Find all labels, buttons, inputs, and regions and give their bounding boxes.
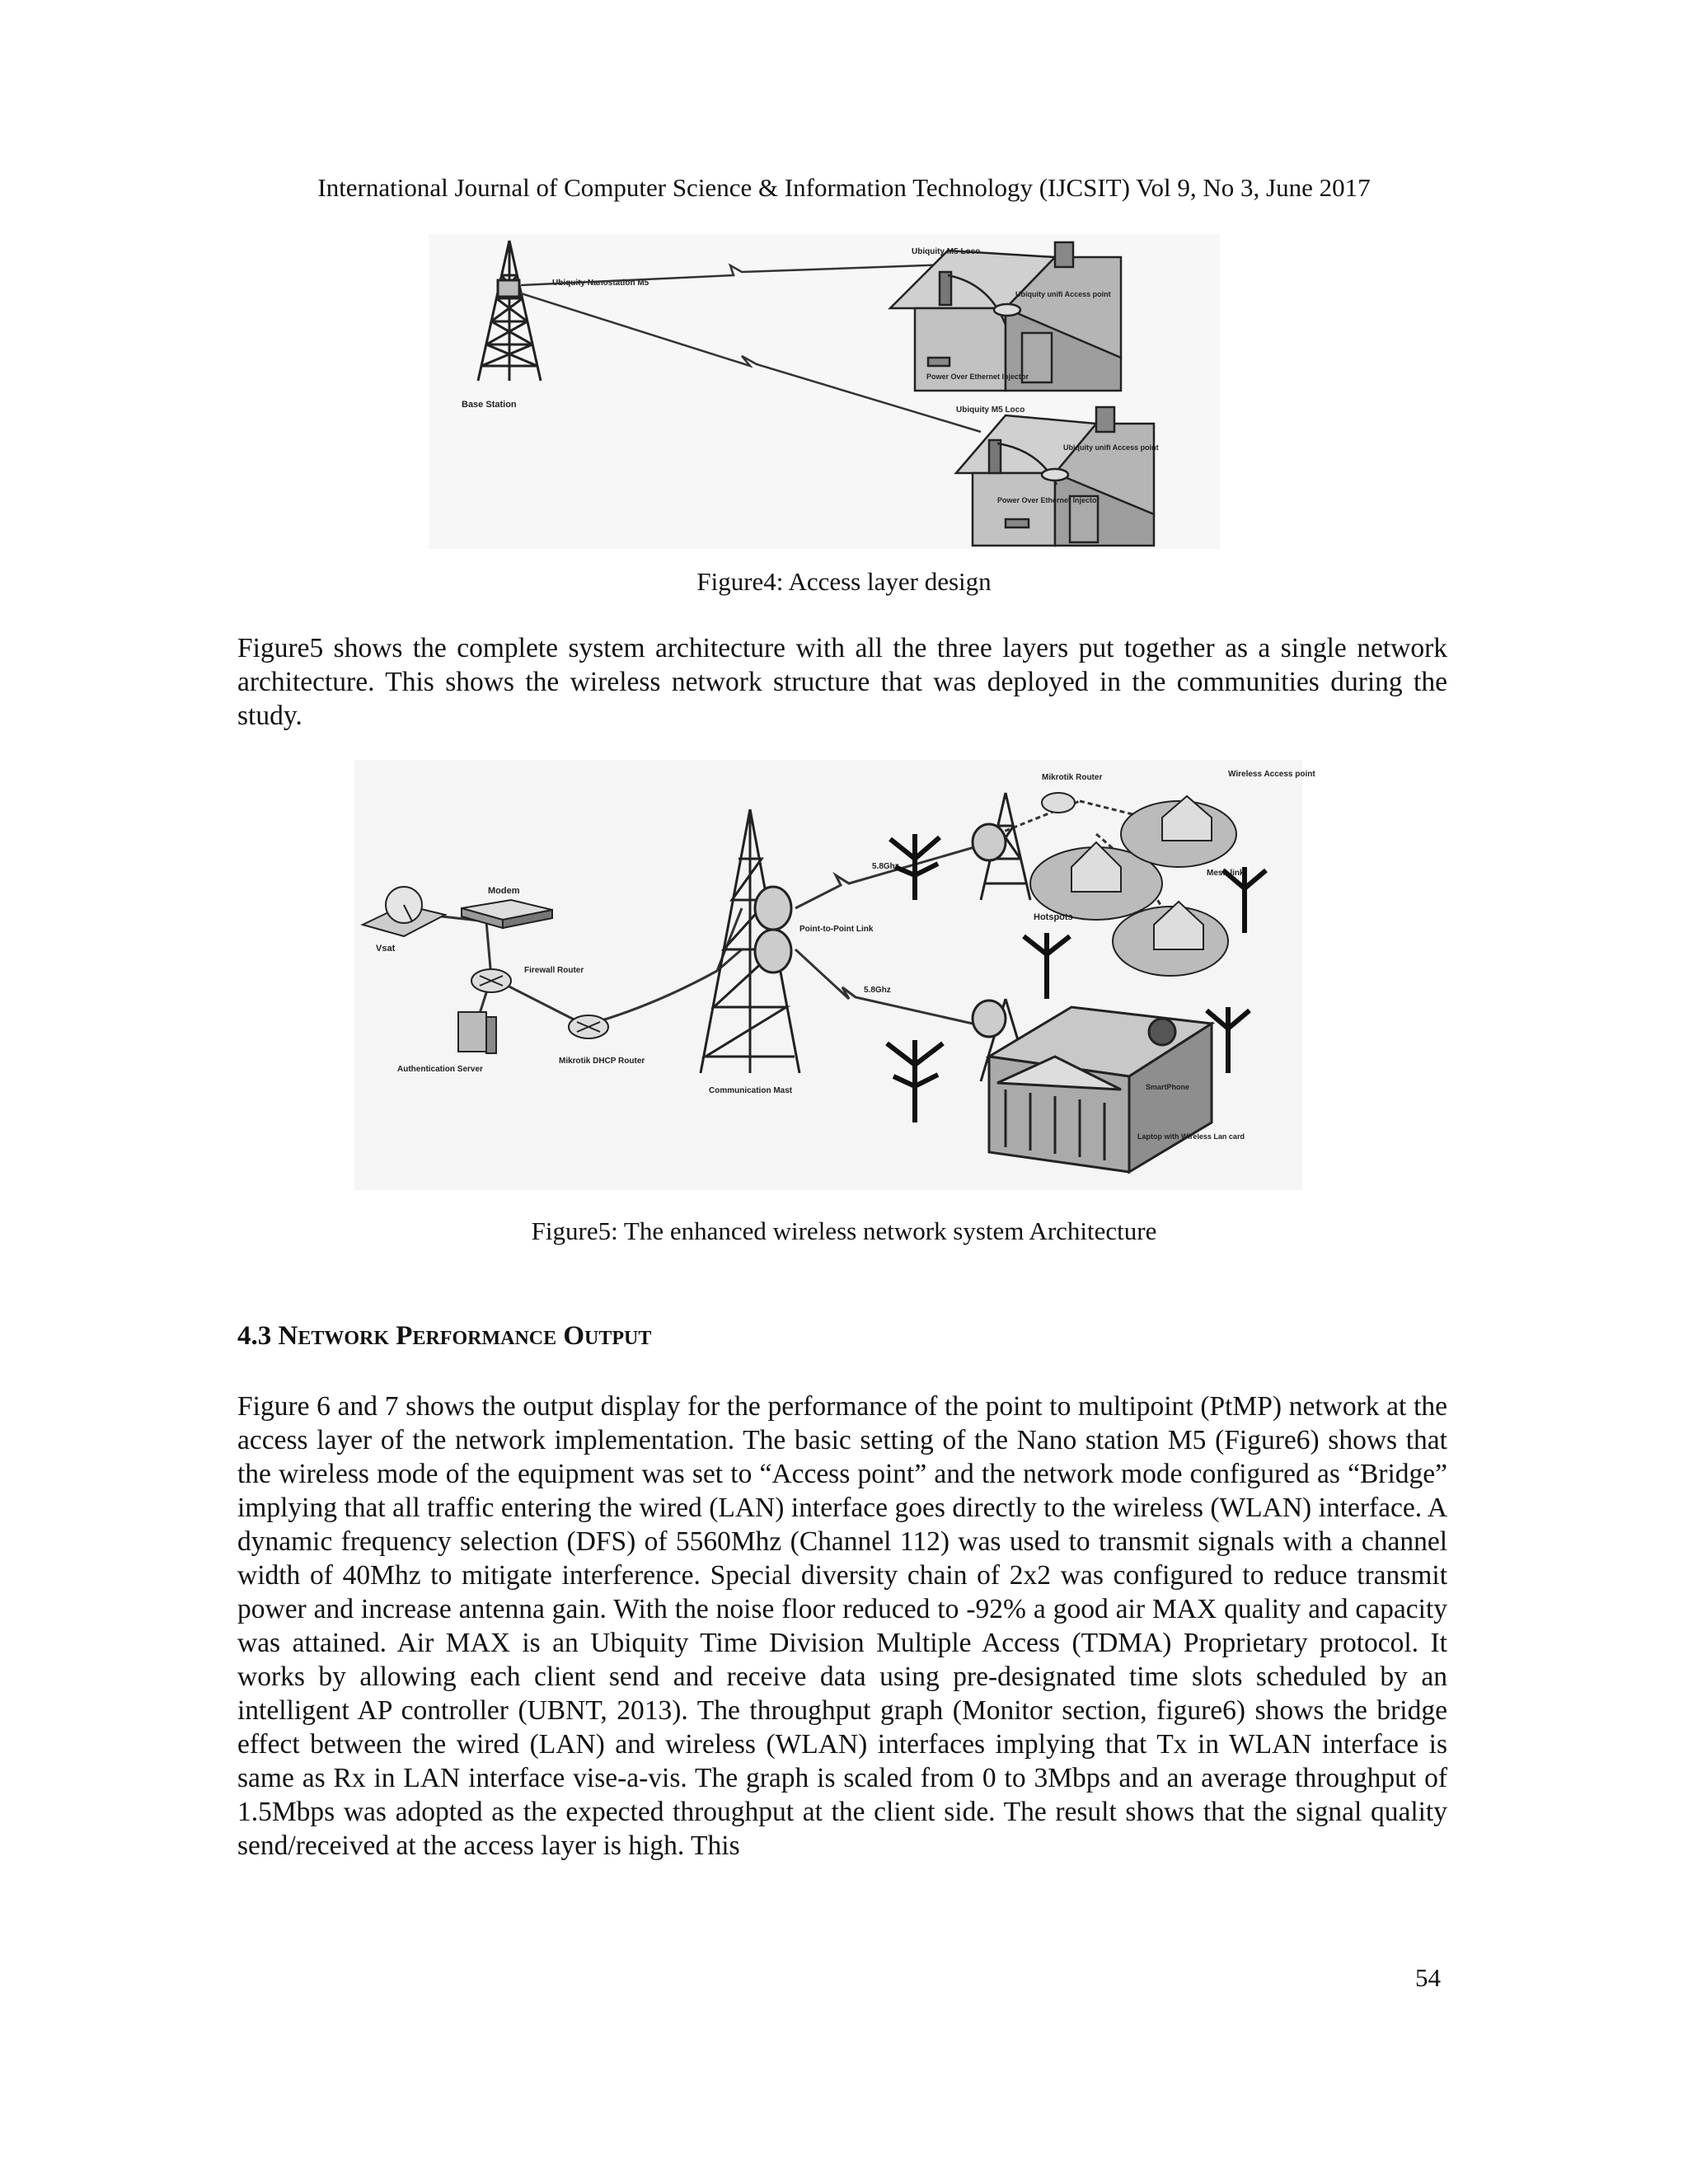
label-unifi-bottom: Ubiquity unifi Access point [1063, 443, 1159, 452]
dhcp-router-icon [569, 1015, 608, 1038]
page-number: 54 [1415, 1963, 1441, 1992]
label-modem: Modem [488, 886, 520, 896]
label-wireless-access-point: Wireless Access point [1228, 770, 1315, 779]
mikrotik-router-icon [1042, 793, 1075, 813]
running-header: International Journal of Computer Science & Information Technology (IJCSIT) Vol 9, No 3, June 2017 [317, 173, 1371, 202]
label-laptop: Laptop with Wireless Lan card [1137, 1132, 1245, 1141]
label-authentication-server: Authentication Server [397, 1065, 483, 1074]
label-poe-bottom: Power Over Ethernet Injector [997, 496, 1100, 504]
label-point-to-point-link: Point-to-Point Link [799, 925, 874, 934]
heading-number: 4.3 [237, 1321, 272, 1351]
heading-word: PERFORMANCE [396, 1321, 557, 1351]
figure4-caption: Figure4: Access layer design [696, 567, 992, 596]
heading-word: OUTPUT [563, 1321, 652, 1351]
label-smartphone: SmartPhone [1146, 1083, 1190, 1091]
label-mesh-link: Mesh link [1207, 869, 1245, 878]
label-dhcp-router: Mikrotik DHCP Router [559, 1057, 645, 1066]
label-poe-top: Power Over Ethernet Injector [926, 373, 1029, 381]
label-communication-mast: Communication Mast [709, 1086, 793, 1095]
figure5-system-architecture-diagram [354, 760, 1315, 1190]
label-unifi-top: Ubiquity unifi Access point [1015, 290, 1111, 298]
label-firewall-router: Firewall Router [524, 966, 584, 975]
label-loco-bottom: Ubiquity M5 Loco [956, 405, 1025, 415]
paragraph-network-performance: Figure 6 and 7 shows the output display for the performance of the point to multipoint (PtMP) network at the access layer of the network implementation. The basic setting of the Nano station M5 (Figure6) shows that the wireless mode of the equipment was set to “Access point” and the network mode configured as “Bridge” implying that all traffic entering the wired (LAN) interface goes directly to the wireless (WLAN) interface. A dynamic frequency selection (DFS) of 5560Mhz (Channel 112) was used to transmit signals with a channel width of 40Mhz to mitigate interference. Special diversity chain of 2x2 was configured to reduce transmit power and increase antenna gain. With the noise floor reduced to -92% a good air MAX quality and capacity was attained. Air MAX is an Ubiquity Time Division Multiple Access (TDMA) Proprietary protocol. It works by allowing each client send and receive data using pre-designated time slots scheduled by an intelligent AP controller (UBNT, 2013). The throughput graph (Monitor section, figure6) shows the bridge effect between the wired (LAN) and wireless (WLAN) interfaces implying that Tx in WLAN interface is same as Rx in LAN interface vise-a-vis. The graph is scaled from 0 to 3Mbps and an average throughput of 1.5Mbps was adopted as the expected throughput at the client side. The result shows that the signal quality send/received at the access layer is high. This [237, 1391, 1447, 1861]
figure5-caption: Figure5: The enhanced wireless network system Architecture [531, 1216, 1157, 1245]
label-loco-top: Ubiquity M5 Loco [912, 247, 981, 256]
label-vsat: Vsat [376, 944, 396, 954]
heading-word: NETWORK [278, 1321, 390, 1351]
label-mikrotik-router: Mikrotik Router [1042, 773, 1103, 782]
label-freq-bottom: 5.8Ghz [864, 986, 891, 995]
section-heading-network-performance-output [237, 1319, 651, 1356]
label-hotspots: Hotspots [1034, 912, 1073, 922]
firewall-router-icon [471, 969, 511, 992]
authentication-server-icon [458, 1012, 496, 1053]
label-base-station: Base Station [462, 400, 517, 410]
figure4-access-layer-diagram [429, 234, 1220, 549]
label-freq-top: 5.8Ghz [872, 862, 899, 871]
paragraph-figure5-intro: Figure5 shows the complete system architecture with all the three layers put together as a single network architecture. This shows the wireless network structure that was deployed in the communities during the study. [237, 633, 1447, 731]
label-nanostation: Ubiquity Nanostation M5 [552, 279, 649, 288]
